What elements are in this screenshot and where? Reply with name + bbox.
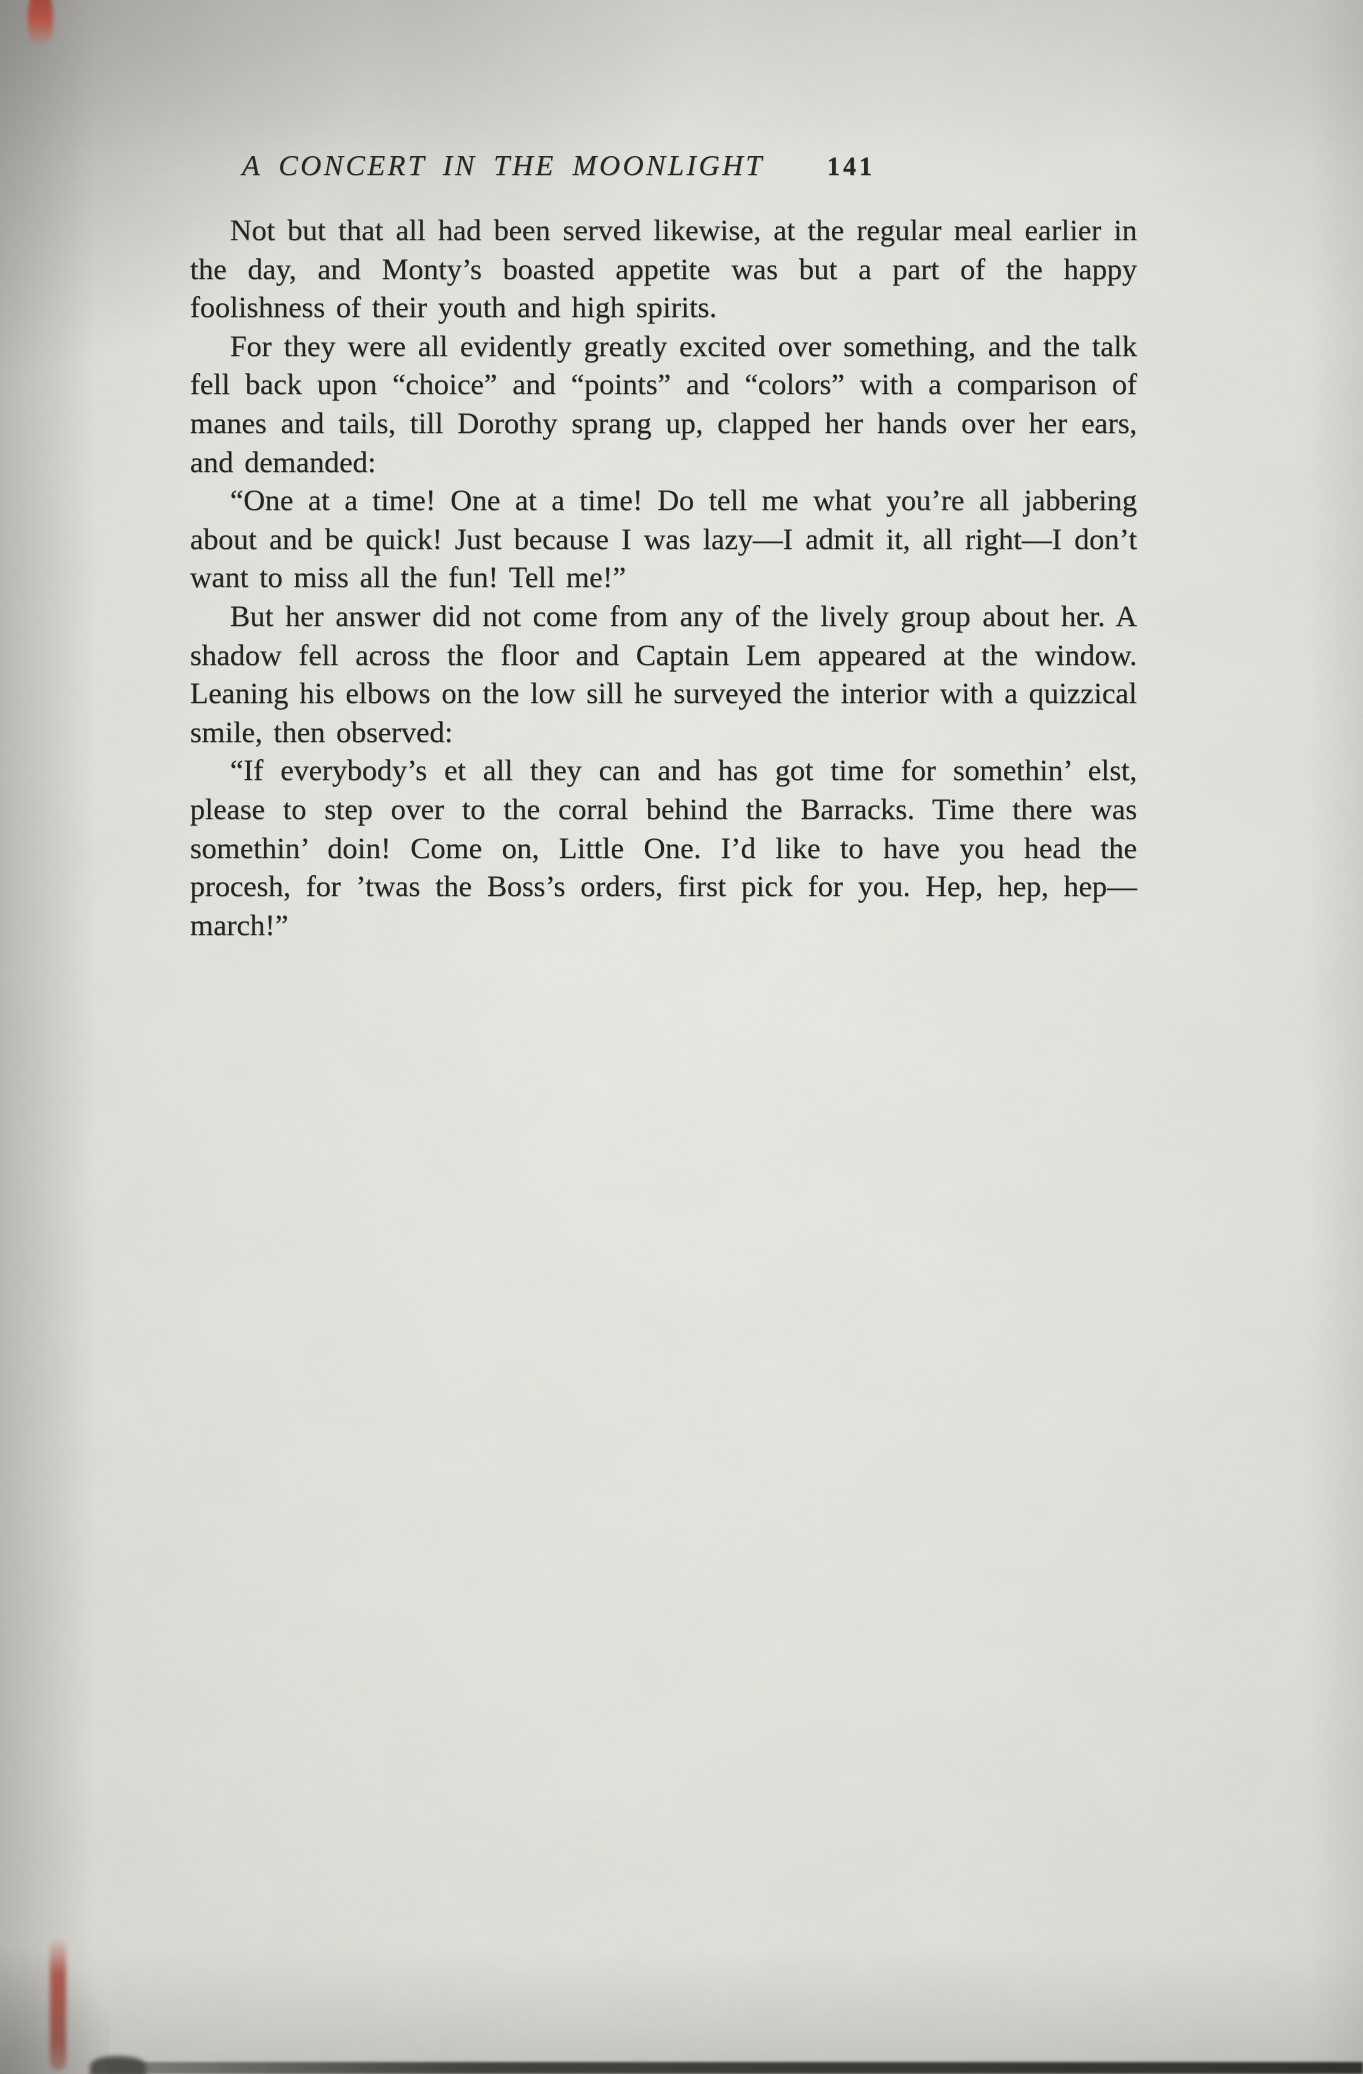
paragraph: Not but that all had been served likewise, at the regular meal earlier in the day, and Monty’s boasted appetite was but a part of the happy foolishness of their youth and high spirits. — [190, 214, 1137, 325]
paragraph: “If everybody’s et all they can and has got time for somethin’ elst, please to step over to the corral behind the Barracks. Time there was somethin’ doin! Come on, Little One. I’d like to have you head the procesh, for ’twas the Boss’s orders, first pick for you. Hep, hep, hep—march!” — [190, 754, 1137, 942]
scan-artifact-red-streak-bottom-left — [50, 1938, 66, 2070]
paragraph: For they were all evidently greatly excited over something, and the talk fell back upon “choice” and “points” and “colors” with a comparison of manes and tails, till Dorothy sprang up, clapped her hands over her ears, and demanded: — [190, 329, 1137, 479]
running-head — [190, 150, 1137, 183]
scan-artifact-corner-shadow — [0, 1924, 110, 2074]
scan-artifact-bottom-edge-line — [108, 2062, 1363, 2074]
paragraph: “One at a time! One at a time! Do tell me what you’re all jabbering about and be quick! Just because I was lazy—I admit it, all right—I don’t want to miss all the fun! Tell me!” — [190, 484, 1137, 595]
page-text-block — [190, 212, 1137, 945]
scan-artifact-bottom-smudge — [90, 2056, 146, 2074]
scan-artifact-red-mark-top-left — [28, 0, 53, 46]
chapter-title: A CONCERT IN THE MOONLIGHT — [242, 150, 765, 182]
page-number: 141 — [827, 152, 875, 181]
paragraph: But her answer did not come from any of the lively group about her. A shadow fell across the floor and Captain Lem appeared at the window. Leaning his elbows on the low sill he surveyed the interior with a quizzical smile, then observed: — [190, 599, 1137, 749]
